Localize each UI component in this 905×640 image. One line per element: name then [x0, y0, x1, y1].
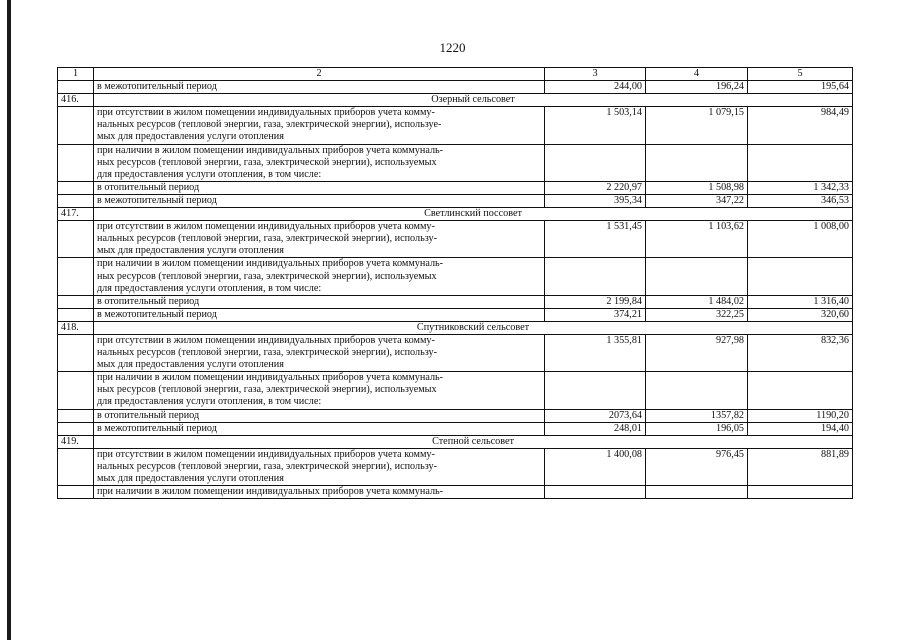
- value-cell: 984,49: [748, 107, 853, 144]
- description-line: ных ресурсов (тепловой энергии, газа, электрической энергии), используемых: [97, 270, 437, 282]
- index-cell: [58, 486, 94, 499]
- section-title: Озерный сельсовет: [94, 94, 853, 107]
- period-row: [58, 194, 853, 207]
- period-row: [58, 181, 853, 194]
- description-cell: [94, 107, 545, 144]
- description-cell: [94, 144, 545, 181]
- description-line: при наличии в жилом помещении индивидуальных приборов учета коммуналь-: [97, 372, 444, 384]
- period-label: в межотопительный период: [97, 308, 217, 320]
- description-row: [58, 258, 853, 295]
- value-cell: [545, 486, 646, 499]
- section-title: Спутниковский сельсовет: [94, 321, 853, 334]
- value-cell: [545, 144, 646, 181]
- index-cell: [58, 295, 94, 308]
- period-row: [58, 422, 853, 435]
- index-cell: [58, 422, 94, 435]
- description-line: при отсутствии в жилом помещении индивидуальных приборов учета комму-: [97, 448, 435, 460]
- description-line: мых для предоставления услуги отопления: [97, 473, 284, 484]
- section-header-row: [58, 435, 853, 448]
- description-line: при отсутствии в жилом помещении индивидуальных приборов учета комму-: [97, 107, 435, 119]
- period-label: в отопительный период: [97, 295, 200, 307]
- description-cell: [94, 81, 545, 94]
- index-cell: [58, 372, 94, 409]
- index-cell: [58, 409, 94, 422]
- description-cell: [94, 194, 545, 207]
- section-header-row: [58, 208, 853, 221]
- description-line: ных ресурсов (тепловой энергии, газа, электрической энергии), используемых: [97, 156, 437, 168]
- description-line: для предоставления услуги отопления, в том числе:: [97, 396, 322, 408]
- value-cell: [646, 258, 748, 295]
- description-row: [58, 221, 853, 258]
- description-cell: [94, 308, 545, 321]
- value-cell: 194,40: [748, 422, 853, 435]
- description-row: [58, 448, 853, 485]
- description-row: [58, 372, 853, 409]
- period-label: в межотопительный период: [97, 422, 217, 434]
- index-cell: [58, 144, 94, 181]
- index-cell: [58, 194, 94, 207]
- description-cell: [94, 221, 545, 258]
- description-line: нальных ресурсов (тепловой энергии, газа, электрической энергии), использу-: [97, 460, 438, 472]
- period-label: в межотопительный период: [97, 194, 217, 206]
- value-cell: 196,05: [646, 422, 748, 435]
- page-number: 1220: [439, 40, 466, 55]
- description-line: при наличии в жилом помещении индивидуальных приборов учета коммуналь-: [97, 258, 444, 270]
- description-cell: [94, 295, 545, 308]
- description-line: при отсутствии в жилом помещении индивидуальных приборов учета комму-: [97, 221, 435, 233]
- section-header-row: [58, 321, 853, 334]
- column-header: 5: [748, 68, 853, 81]
- description-cell: [94, 448, 545, 485]
- period-row: [58, 295, 853, 308]
- description-row: [58, 334, 853, 371]
- description-row: [58, 144, 853, 181]
- description-cell: [94, 334, 545, 371]
- column-header-row: [58, 68, 853, 81]
- description-cell: [94, 422, 545, 435]
- description-row: [58, 486, 853, 499]
- value-cell: 1 400,08: [545, 448, 646, 485]
- period-row: [58, 409, 853, 422]
- description-line: при отсутствии в жилом помещении индивидуальных приборов учета комму-: [97, 334, 435, 346]
- period-label: в отопительный период: [97, 409, 200, 421]
- index-cell: [58, 181, 94, 194]
- value-cell: 1357,82: [646, 409, 748, 422]
- period-row: [58, 308, 853, 321]
- value-cell: 374,21: [545, 308, 646, 321]
- column-header: 4: [646, 68, 748, 81]
- value-cell: [545, 258, 646, 295]
- section-index: 416.: [58, 94, 94, 107]
- description-line: нальных ресурсов (тепловой энергии, газа, электрической энергии), используе-: [97, 119, 442, 131]
- value-cell: 1 008,00: [748, 221, 853, 258]
- value-cell: 244,00: [545, 81, 646, 94]
- value-cell: [646, 144, 748, 181]
- description-cell: [94, 181, 545, 194]
- value-cell: 1 508,98: [646, 181, 748, 194]
- description-row: [58, 107, 853, 144]
- period-label: в отопительный период: [97, 181, 200, 193]
- value-cell: 1190,20: [748, 409, 853, 422]
- section-title: Светлинский поссовет: [94, 208, 853, 221]
- description-cell: [94, 409, 545, 422]
- value-cell: 927,98: [646, 334, 748, 371]
- left-margin-bar: [7, 0, 11, 640]
- value-cell: 395,34: [545, 194, 646, 207]
- tariff-table: [57, 67, 853, 499]
- period-label: в межотопительный период: [97, 81, 217, 93]
- index-cell: [58, 107, 94, 144]
- value-cell: 2073,64: [545, 409, 646, 422]
- index-cell: [58, 448, 94, 485]
- value-cell: 195,64: [748, 81, 853, 94]
- description-cell: [94, 372, 545, 409]
- index-cell: [58, 308, 94, 321]
- description-line: для предоставления услуги отопления, в том числе:: [97, 282, 322, 294]
- value-cell: [646, 486, 748, 499]
- table-body: [58, 68, 853, 499]
- section-index: 419.: [58, 435, 94, 448]
- value-cell: [748, 144, 853, 181]
- description-line: нальных ресурсов (тепловой энергии, газа, электрической энергии), использу-: [97, 233, 438, 245]
- index-cell: [58, 221, 94, 258]
- value-cell: 1 316,40: [748, 295, 853, 308]
- section-header-row: [58, 94, 853, 107]
- index-cell: [58, 258, 94, 295]
- value-cell: 347,22: [646, 194, 748, 207]
- value-cell: [748, 258, 853, 295]
- index-cell: [58, 81, 94, 94]
- value-cell: 881,89: [748, 448, 853, 485]
- description-line: мых для предоставления услуги отопления: [97, 245, 284, 257]
- value-cell: 832,36: [748, 334, 853, 371]
- value-cell: 1 355,81: [545, 334, 646, 371]
- value-cell: 1 079,15: [646, 107, 748, 144]
- value-cell: 248,01: [545, 422, 646, 435]
- value-cell: 976,45: [646, 448, 748, 485]
- period-row: [58, 81, 853, 94]
- description-line: ных ресурсов (тепловой энергии, газа, электрической энергии), используемых: [97, 384, 437, 396]
- value-cell: [545, 372, 646, 409]
- value-cell: [646, 372, 748, 409]
- description-line: при наличии в жилом помещении индивидуальных приборов учета коммуналь-: [97, 486, 444, 498]
- section-index: 418.: [58, 321, 94, 334]
- description-line: мых для предоставления услуги отопления: [97, 131, 284, 143]
- column-header: 2: [94, 68, 545, 81]
- section-index: 417.: [58, 208, 94, 221]
- description-line: мых для предоставления услуги отопления: [97, 359, 284, 371]
- column-header: 3: [545, 68, 646, 81]
- column-header: 1: [58, 68, 94, 81]
- value-cell: 2 220,97: [545, 181, 646, 194]
- description-line: нальных ресурсов (тепловой энергии, газа, электрической энергии), использу-: [97, 347, 438, 359]
- value-cell: 346,53: [748, 194, 853, 207]
- index-cell: [58, 334, 94, 371]
- value-cell: 1 503,14: [545, 107, 646, 144]
- value-cell: 1 342,33: [748, 181, 853, 194]
- value-cell: [748, 486, 853, 499]
- description-line: при наличии в жилом помещении индивидуальных приборов учета коммуналь-: [97, 144, 444, 156]
- value-cell: 1 103,62: [646, 221, 748, 258]
- value-cell: 196,24: [646, 81, 748, 94]
- value-cell: 320,60: [748, 308, 853, 321]
- value-cell: 322,25: [646, 308, 748, 321]
- value-cell: [748, 372, 853, 409]
- description-line: для предоставления услуги отопления, в том числе:: [97, 168, 322, 180]
- description-cell: [94, 486, 545, 499]
- value-cell: 1 484,02: [646, 295, 748, 308]
- section-title: Степной сельсовет: [94, 435, 853, 448]
- value-cell: 1 531,45: [545, 221, 646, 258]
- value-cell: 2 199,84: [545, 295, 646, 308]
- description-cell: [94, 258, 545, 295]
